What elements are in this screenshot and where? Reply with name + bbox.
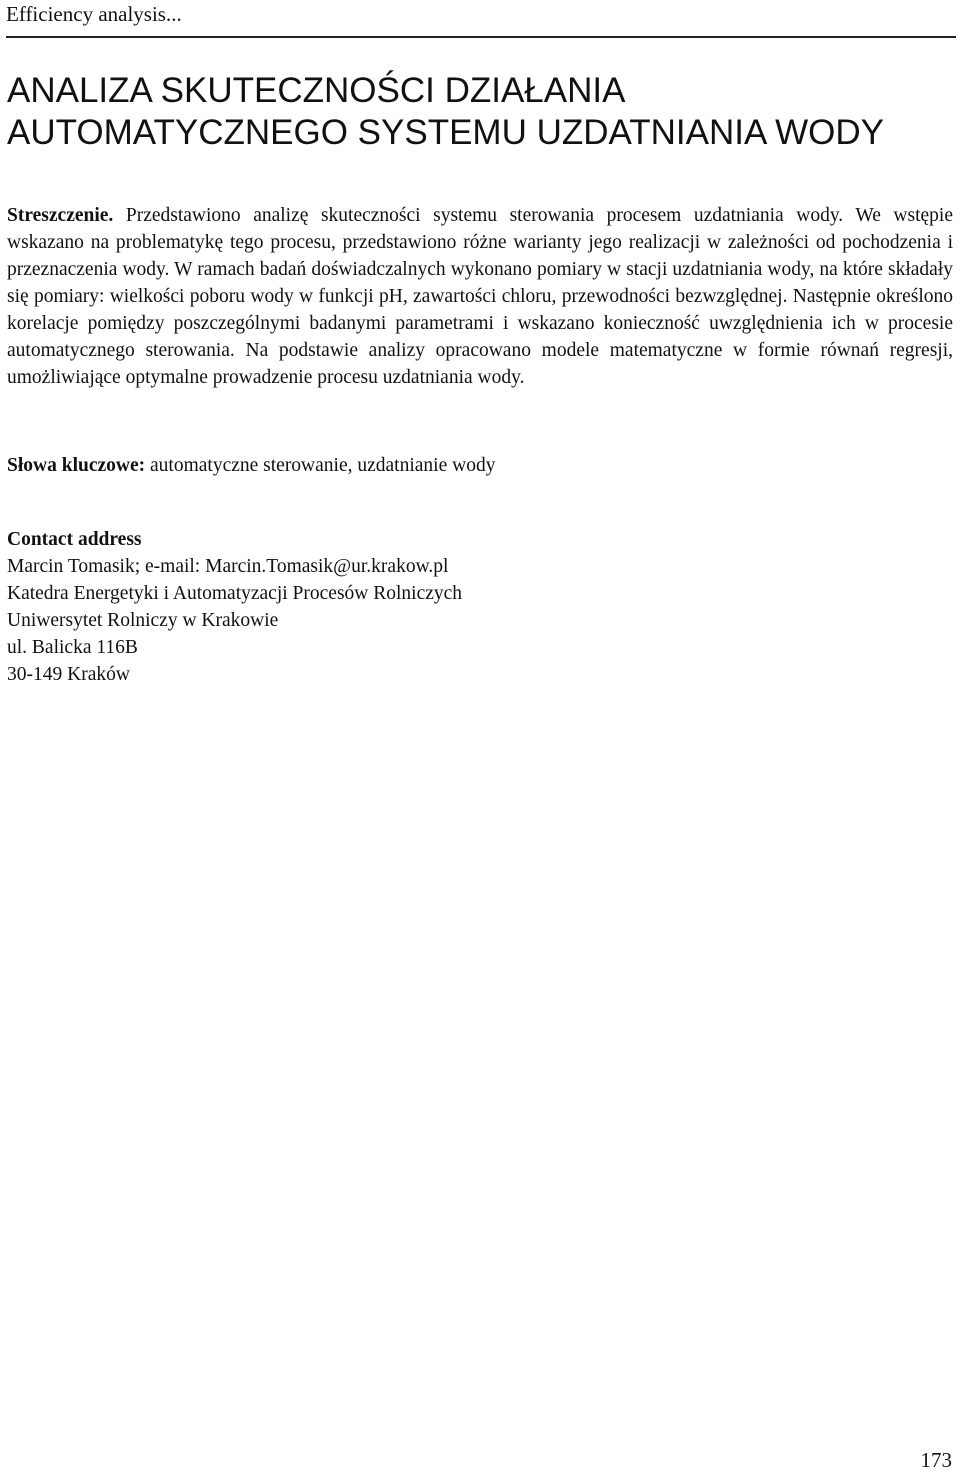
contact-address [7,526,953,688]
abstract [7,202,953,391]
header-rule [6,36,956,38]
contact-author-email: Marcin Tomasik; e-mail: Marcin.Tomasik@ur.krakow.pl [7,556,449,577]
abstract-text-2: We wstępie wskazano na problematykę tego procesu, przedstawiono różne warianty jego realizacji w zależności od pochodzenia i przeznaczenia wody. W ramach badań doświadczalnych wykonano pomiary w stacji uzdatniania wody, na które składały się pomiary: wielkości poboru wody w funkcji pH, zawartości chloru, przewodności bezwzględnej. [7,205,953,307]
abstract-text-3: Następnie określono korelacje pomiędzy poszczególnymi badanymi parametrami i wskazano konieczność uwzględnienia ich w procesie automatycznego sterowania. Na podstawie analizy opracowano modele matematyczne w formie równań regresji, umożliwiające optymalne prowadzenie procesu uzdatniania wody. [7,286,953,388]
paper-title [7,70,947,154]
abstract-label: Streszczenie. [7,205,114,226]
abstract-text-1: Przedstawiono analizę skuteczności systemu sterowania procesem uzdatniania wody. [113,205,856,226]
contact-department: Katedra Energetyki i Automatyzacji Procesów Rolniczych [7,583,463,604]
running-title: Efficiency analysis... [6,2,182,26]
contact-city: 30-149 Kraków [7,664,130,685]
keywords [7,452,953,479]
keywords-text: automatyczne sterowanie, uzdatnianie wody [145,455,496,476]
title-line-1: ANALIZA SKUTECZNOŚCI DZIAŁANIA [7,71,626,110]
contact-street: ul. Balicka 116B [7,637,138,658]
keywords-label: Słowa kluczowe: [7,455,146,476]
contact-heading: Contact address [7,529,142,550]
title-line-2: AUTOMATYCZNEGO SYSTEMU UZDATNIANIA WODY [7,113,884,152]
contact-university: Uniwersytet Rolniczy w Krakowie [7,610,279,631]
page-number: 173 [920,1448,952,1472]
